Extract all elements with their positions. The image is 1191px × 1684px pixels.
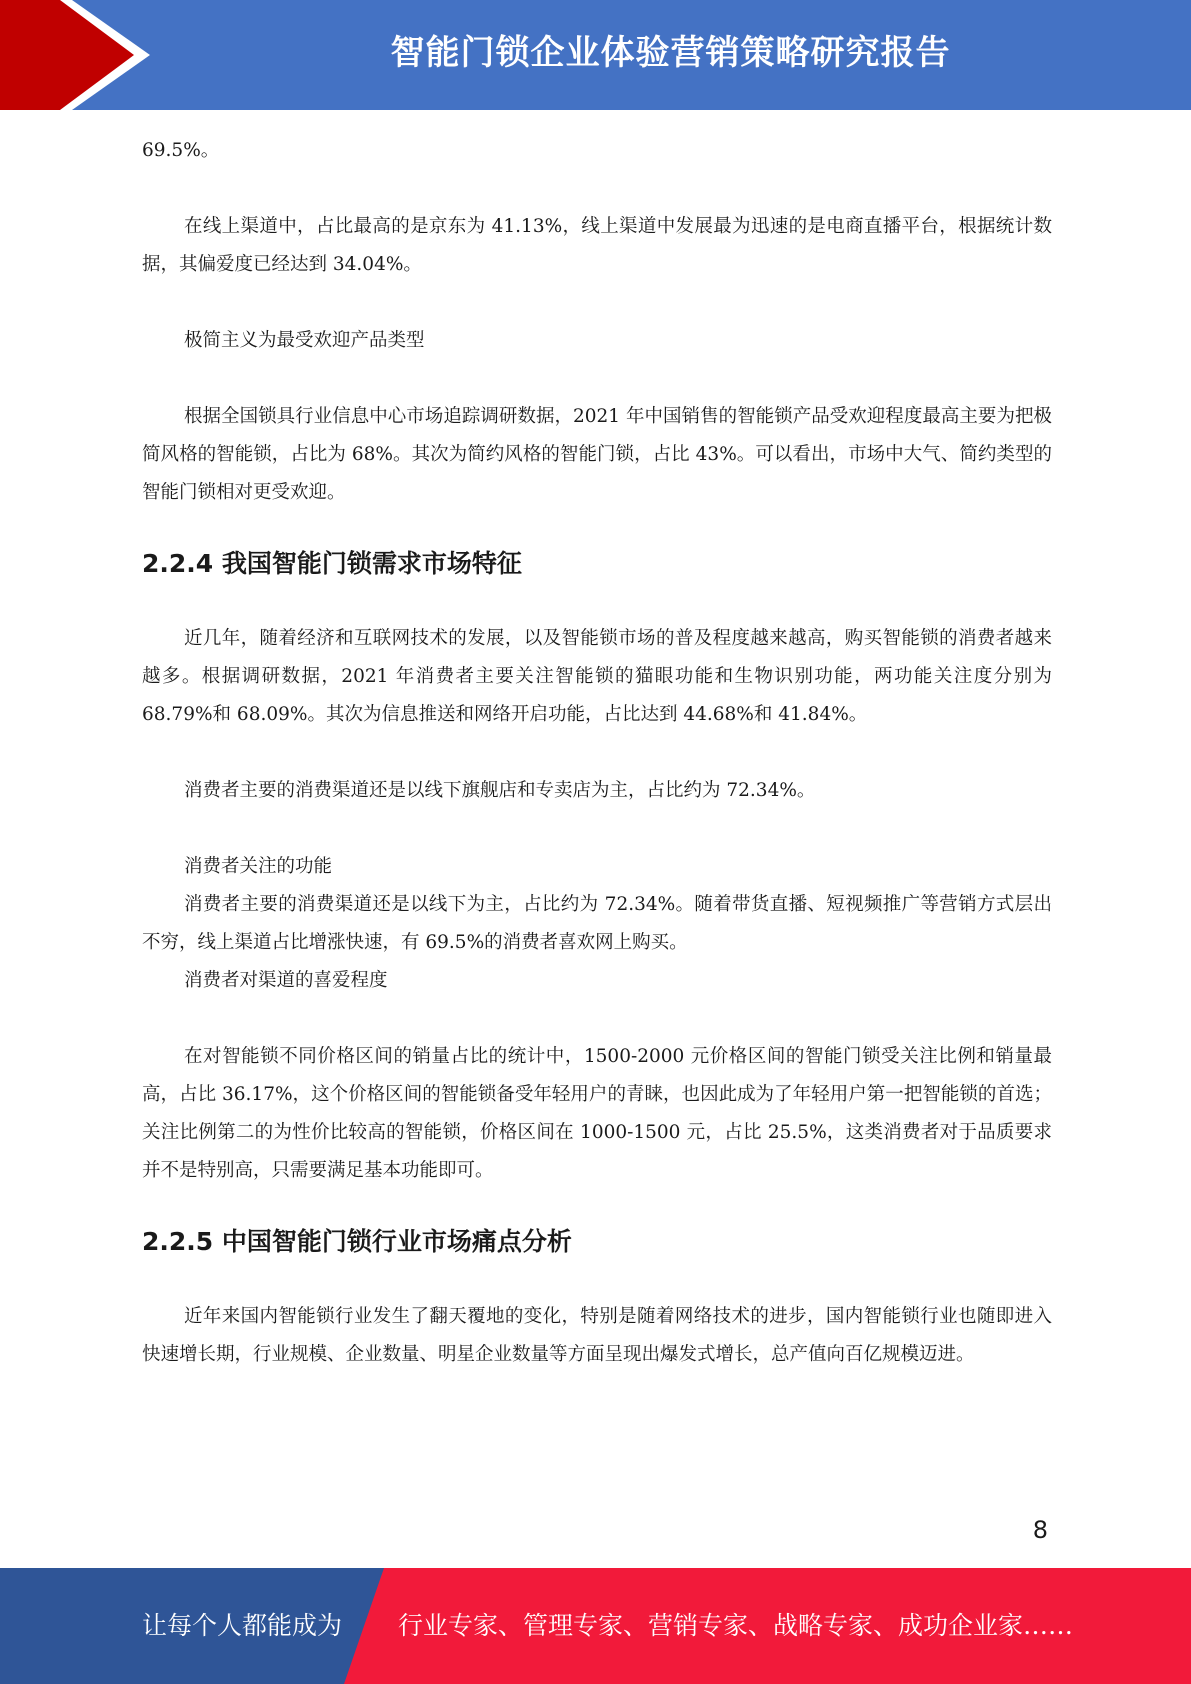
paragraph: 根据全国锁具行业信息中心市场追踪调研数据，2021 年中国销售的智能锁产品受欢迎程度最高主要为把极简风格的智能锁，占比为 68%。其次为简约风格的智能门锁，占比 43%。可以看出，市场中大气、简约类型的智能门锁相对更受欢迎。 [142,406,1052,503]
section-heading-2-2-4: 2.2.4 我国智能门锁需求市场特征 [142,549,522,578]
report-title: 智能门锁企业体验营销策略研究报告 [390,33,951,73]
paragraph: 消费者主要的消费渠道还是以线下旗舰店和专卖店为主，占比约为 72.34%。 [184,780,816,801]
paragraph: 消费者主要的消费渠道还是以线下为主，占比约为 72.34%。随着带货直播、短视频推广等营销方式层出不穷，线上渠道占比增涨快速，有 69.5%的消费者喜欢网上购买。 [142,894,1052,953]
paragraph: 近年来国内智能锁行业发生了翻天覆地的变化，特别是随着网络技术的进步，国内智能锁行业也随即进入快速增长期，行业规模、企业数量、明星企业数量等方面呈现出爆发式增长，总产值向百亿规模迈进。 [142,1306,1052,1365]
paragraph: 在对智能锁不同价格区间的销量占比的统计中，1500-2000 元价格区间的智能门锁受关注比例和销量最高，占比 36.17%，这个价格区间的智能锁备受年轻用户的青睐，也因此成为了年轻用户第一把智能锁的首选；关注比例第二的为性价比较高的智能锁，价格区间在 1000-1500 元，占比 25.5%，这类消费者对于品质要求并不是特别高，只需要满足基本功能即可。 [142,1046,1052,1181]
footer-slogan-left: 让每个人都能成为 [142,1611,343,1640]
figure-caption: 消费者关注的功能 [184,856,333,877]
footer-slogan-right: 行业专家、管理专家、营销专家、战略专家、成功企业家…… [398,1611,1074,1640]
paragraph: 在线上渠道中，占比最高的是京东为 41.13%，线上渠道中发展最为迅速的是电商直播平台，根据统计数据，其偏爱度已经达到 34.04%。 [142,216,1052,275]
page-number: 8 [1032,1516,1048,1544]
page-footer [0,1568,1191,1684]
section-heading-2-2-5: 2.2.5 中国智能门锁行业市场痛点分析 [142,1227,572,1256]
paragraph: 69.5%。 [142,140,220,161]
figure-caption: 消费者对渠道的喜爱程度 [184,970,388,991]
page-body [142,132,1052,1374]
paragraph: 近几年，随着经济和互联网技术的发展，以及智能锁市场的普及程度越来越高，购买智能锁的消费者越来越多。根据调研数据，2021 年消费者主要关注智能锁的猫眼功能和生物识别功能，两功能关注度分别为 68.79%和 68.09%。其次为信息推送和网络开启功能，占比达到 44.68%和 41.84%。 [142,628,1052,725]
subheading-minimalism: 极简主义为最受欢迎产品类型 [184,330,425,351]
page-header [0,0,1191,110]
